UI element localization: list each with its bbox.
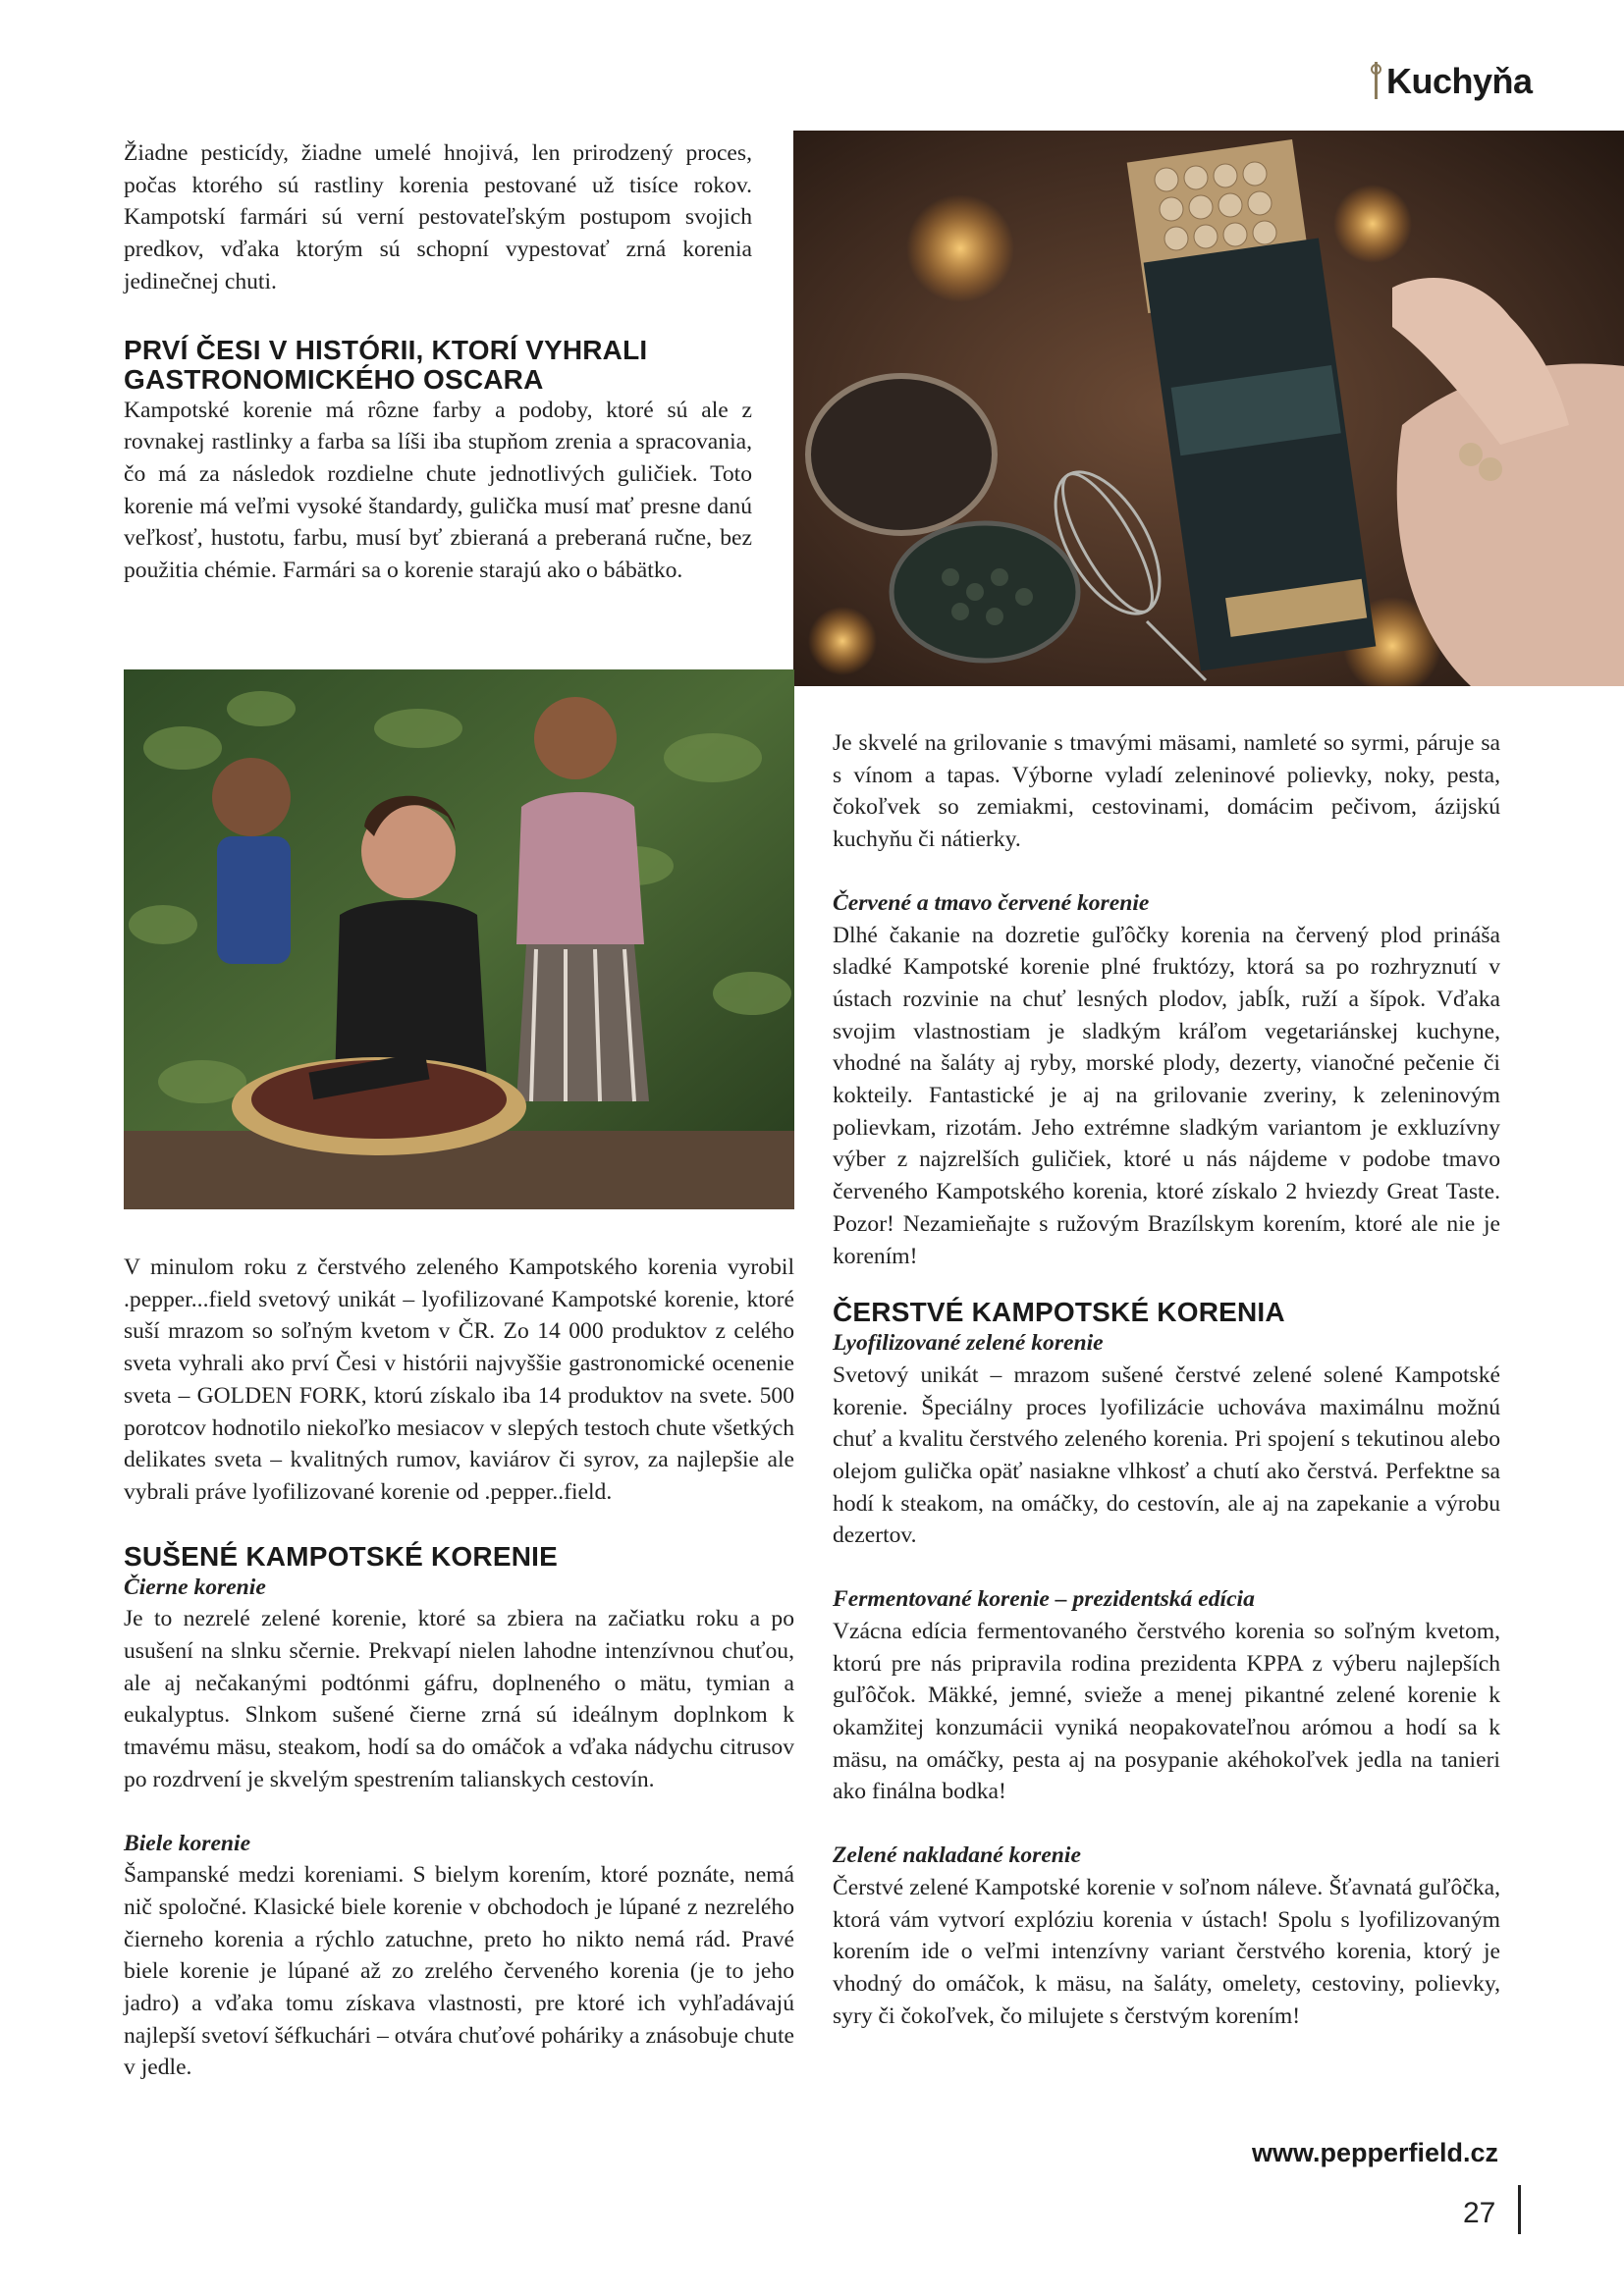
left-column-bottom xyxy=(124,1252,794,2084)
website-link[interactable]: www.pepperfield.cz xyxy=(1251,2138,1498,2167)
right-column xyxy=(833,727,1500,2032)
heading-line: GASTRONOMICKÉHO OSCARA xyxy=(124,363,544,395)
body-paragraph: Je skvelé na grilovanie s tmavými mäsami, namleté so syrmi, páruje sa s vínom a tapas. Výborne vyladí zeleninové polievky, noky, pesta, čokoľvek so zemiakmi, cestovinami, domácim pečivom, ázijskú kuchyňu či nátierky. xyxy=(833,730,1500,853)
subheading-lyophilized: Lyofilizované zelené korenie xyxy=(833,1330,1104,1357)
fermented-paragraph: Vzácna edícia fermentovaného čerstvého korenia so soľným kvetom, ktorú pre nás pripravila rodina prezidenta KPPA z výberu najlepších guľôčok. Mäkké, jemné, svieže a menej pikantné zelené korenie k okamžitej konzumácii vyniká neopakovateľnou arómou a hodí sa k mäsu, na omáčky, pesta aj na posypanie akéhokoľvek jedla na tanieri ako finálna bodka! xyxy=(833,1618,1500,1805)
page-number: 27 xyxy=(1463,2197,1496,2229)
body-paragraph: Kampotské korenie má rôzne farby a podoby, ktoré sú ale z rovnakej rastlinky a farba sa líši iba stupňom zrenia a spracovania, čo má za následok rozdielne chute jednotlivých guličiek. Toto korenie má veľmi vysoké štandardy, gulička musí mať presne danú veľkosť, hustotu, farbu, musí byť zbieraná a preberaná ručne, bez použitia chémie. Farmári sa o korenie starajú ako o bábätko. xyxy=(124,397,752,584)
left-column-top xyxy=(124,137,752,587)
black-pepper-paragraph: Je to nezrelé zelené korenie, ktoré sa zbiera na začiatku roku a po usušení na slnku sčernie. Prekvapí nielen lahodne intenzívnou chuťou, ale aj nečakanými podtónmi gáfru, doplneného o mätu, tymian a eukalyptus. Slnkom sušené čierne zrná sú ideálnym doplnkom k tmavému mäsu, steakom, hodí sa do omáčok a vďaka nádychu citrusov po rozdrvení je skvelým spestrením talianskych cestovín. xyxy=(124,1606,794,1792)
subheading-red-pepper: Červené a tmavo červené korenie xyxy=(833,889,1150,916)
intro-paragraph: Žiadne pesticídy, žiadne umelé hnojivá, len prirodzený proces, počas ktorého sú rastliny korenia pestované už tisíce rokov. Kampotskí farmári sú verní pestovateľským postupom svojich predkov, vďaka ktorým sú schopní vypestovať zrná korenia jedinečnej chuti. xyxy=(124,140,752,294)
red-pepper-paragraph: Dlhé čakanie na dozretie guľôčky korenia na červený plod prináša sladké Kampotské korenie plné fruktózy, ktorá sa po rozhryznutí v ústach rozvinie na chuť lesných plodov, jabĺk, ruží a šípok. Vďaka svojim vlastnostiam je sladkým kráľom vegetariánskej kuchyne, vhodné na šaláty aj ryby, morské plody, dezerty, vianočné pečenie či kokteily. Fantastické je aj na grilovanie zveriny, k zeleninovým polievkam, rizotám. Jeho extrémne sladkým variantom je exkluzívny výber z najzrelších guličiek, ktoré u nás nájdeme v podobe tmavo červeného Kampotského korenia, ktoré získalo 2 hviezdy Great Taste. Pozor! Nezamieňajte s ružovým Brazílskym korením, ktoré ale nie je korením! xyxy=(833,922,1500,1269)
subheading-black-pepper: Čierne korenie xyxy=(124,1574,266,1600)
white-pepper-paragraph: Šampanské medzi koreniami. S bielym korením, ktoré poznáte, nemá nič spoločné. Klasické biele korenie v obchodoch je lúpané z nezrelého čierneho korenia a rýchlo zatuchne, preto ho nikto nemá rád. Pravé biele korenie je lúpané až zo zrelého červeného korenia (je to jeho jadro) a vďaka tomu získava vlastnosti, pre ktoré ich vyhľadávajú najlepší svetoví šéfkuchári – otvára chuťové poháriky a znásobuje chute v jedle. xyxy=(124,1862,794,2081)
lyophilized-paragraph: Svetový unikát – mrazom sušené čerstvé zelené solené Kampotské korenie. Špeciálny proces lyofilizácie uchováva maximálnu možnú chuť a kvalitu čerstvého zeleného korenia. Pri spojení s tekutinou alebo olejom gulička opäť nasiakne vlhkosť a chutí ako čerstvá. Perfektne sa hodí k steakom, na omáčky, do cestovín, ale aj na zapekanie a výrobu dezertov. xyxy=(833,1362,1500,1549)
subheading-pickled: Zelené nakladané korenie xyxy=(833,1842,1081,1869)
photo-pepper-farm-family xyxy=(124,669,794,1209)
subheading-white-pepper: Biele korenie xyxy=(124,1830,251,1856)
heading-first-czechs xyxy=(124,336,752,395)
magazine-section-logo xyxy=(1371,61,1533,102)
golden-fork-paragraph: V minulom roku z čerstvého zeleného Kampotského korenia vyrobil .pepper...field svetový unikát – lyofilizované Kampotské korenie, ktoré suší mrazom so soľným kvetom v ČR. Zo 14 000 produktov z celého sveta vyhrali ako prví Česi v histórii najvyššie gastronomické ocenenie sveta – GOLDEN FORK, ktorú získalo iba 14 produktov na svete. 500 porotcov hodnotilo niekoľko mesiacov v slepých testoch chute všetkých delikates sveta – kvalitných rumov, kaviárov či syrov, za najlepšie ale vybrali práve lyofilizované korenie od .pepper..field. xyxy=(124,1255,794,1505)
section-title: Kuchyňa xyxy=(1386,61,1533,101)
heading-dried-pepper: SUŠENÉ KAMPOTSKÉ KORENIE xyxy=(124,1540,558,1572)
photo-pepper-box xyxy=(793,131,1624,686)
pickled-paragraph: Čerstvé zelené Kampotské korenie v soľnom náleve. Šťavnatá guľôčka, ktorá vám vytvorí explóziu korenia v ústach! Spolu s lyofilizovaným korením ide o veľmi intenzívny variant čerstvého korenia, ktorý je vhodný do omáčok, k mäsu, na šaláty, omelety, cestoviny, polievky, syry či čokoľvek, čo milujete s čerstvým korením! xyxy=(833,1874,1500,2029)
heading-line: PRVÍ ČESI V HISTÓRII, KTORÍ VYHRALI xyxy=(124,334,648,365)
page-number-divider xyxy=(1518,2185,1521,2234)
heading-fresh-pepper: ČERSTVÉ KAMPOTSKÉ KORENIA xyxy=(833,1297,1285,1328)
subheading-fermented: Fermentované korenie – prezidentská edícia xyxy=(833,1586,1255,1613)
logo-mark-icon xyxy=(1371,62,1384,101)
